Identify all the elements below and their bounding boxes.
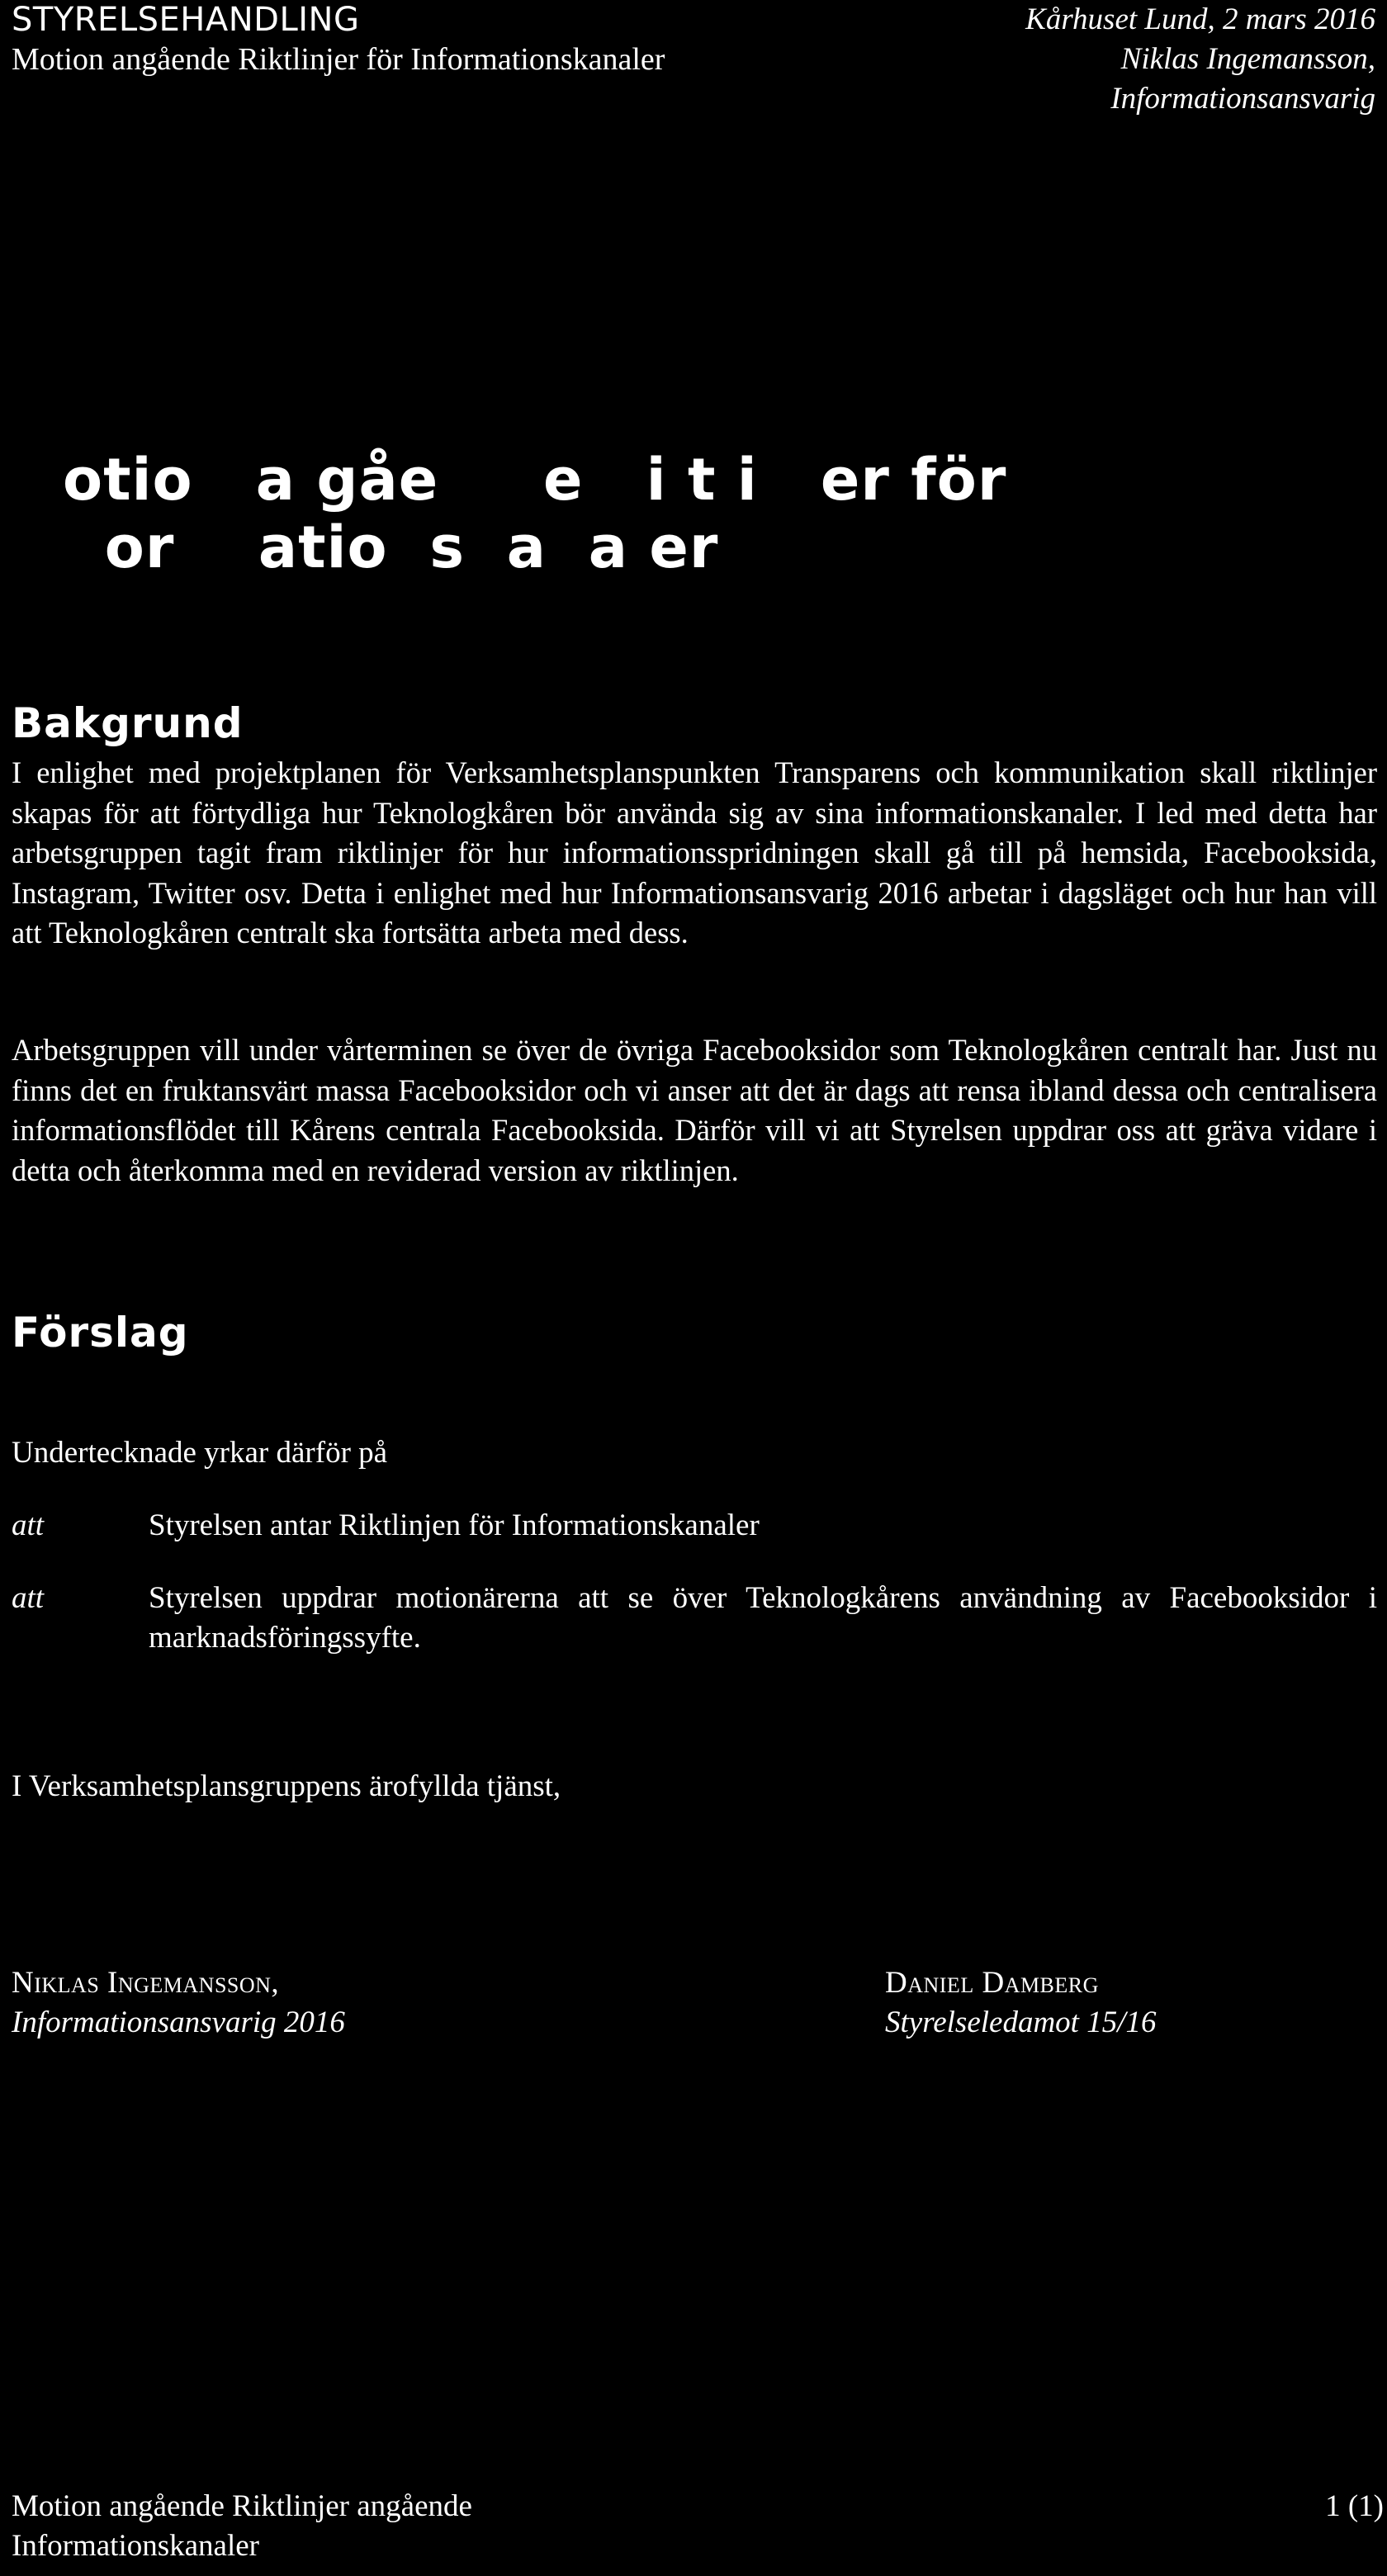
author-name: Niklas Ingemansson, [1120,42,1375,76]
att-item-1: Styrelsen antar Riktlinjen för Informationskanaler [149,1508,760,1542]
signatory-name: Daniel Damberg [885,1966,1099,2000]
document-type-label: STYRELSEHANDLING [12,1,360,39]
signatory-2 [885,1963,1156,2043]
background-paragraph-1: I enlighet med projektplanen för Verksamhetsplanspunkten Transparens och kommunikation skall riktlinjer skapas för att förtydliga hur Teknologkåren bör använda sig av sina informationskanaler. I led med detta har arbetsgruppen tagit fram riktlinjer för hur informationsspridningen skall gå till på hemsida, Facebooksida, Instagram, Twitter osv. Detta i enlighet med hur Informationsansvarig 2016 arbetar i dagsläget och hur han vill att Teknologkåren centralt ska fortsätta arbeta med dess. [12,755,1377,949]
att-label: att [12,1508,45,1542]
signatory-1 [12,1963,345,2043]
author-role: Informationsansvarig [1110,82,1375,116]
signatory-name: Niklas Ingemansson, [12,1966,280,2000]
page-title [63,446,1219,581]
title-line-2: or atio s a a er [63,514,719,581]
proposal-heading: Förslag [12,1309,189,1357]
title-line-1: otio a gåe e i t i er för [63,446,1007,514]
document-subtitle: Motion angående Riktlinjer för Informationskanaler [12,42,665,77]
background-heading: Bakgrund [12,699,244,747]
att-item-2: Styrelsen uppdrar motionärerna att se över Teknologkårens användning av Facebooksidor i marknadsföringssyfte. [149,1581,1377,1655]
header-meta [1025,0,1375,119]
att-label: att [12,1581,45,1615]
page-number: 1 (1) [1325,2489,1384,2523]
closing-line: I Verksamhetsplansgruppens ärofyllda tjänst, [12,1769,561,1803]
signatory-role: Informationsansvarig 2016 [12,2005,345,2039]
place-date: Kårhuset Lund, 2 mars 2016 [1025,2,1375,36]
signatory-role: Styrelseledamot 15/16 [885,2005,1157,2039]
proposal-intro: Undertecknade yrkar därför på [12,1436,388,1470]
background-paragraph-2: Arbetsgruppen vill under vårterminen se över de övriga Facebooksidor som Teknologkåren centralt har. Just nu finns det en fruktansvärt massa Facebooksidor och vi anser att det är dags att rensa ibland dessa och centralisera informationsflödet till Kårens centrala Facebooksida. Därför vill vi att Styrelsen uppdrar oss att gräva vidare i detta och återkomma med en reviderad version av riktlinjen. [12,1033,1377,1187]
footer-text: Motion angående Riktlinjer angående Informationskanaler [12,2489,472,2563]
